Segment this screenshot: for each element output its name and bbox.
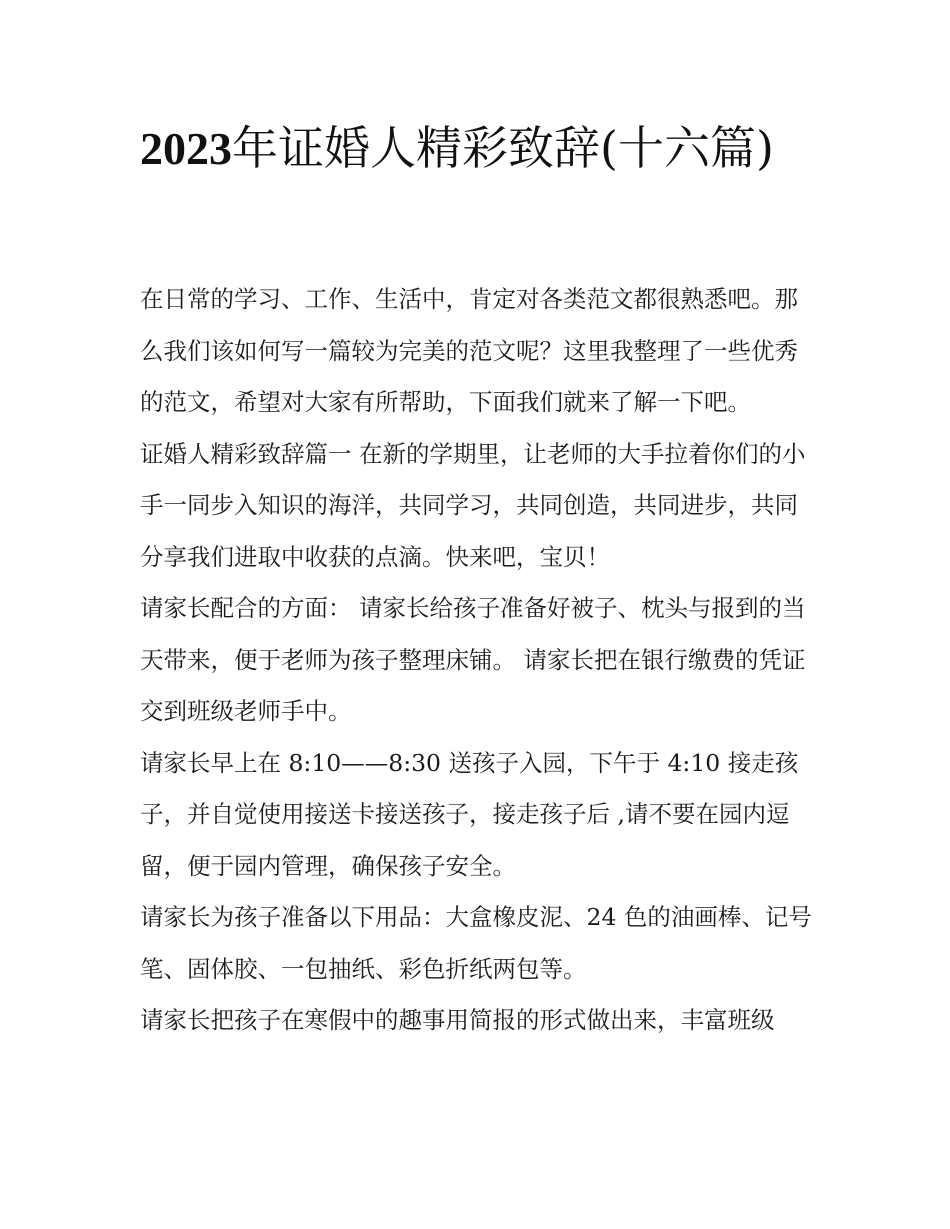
paragraph-holiday-report: 请家长把孩子在寒假中的趣事用简报的形式做出来，丰富班级 <box>140 1006 775 1034</box>
paragraph-supplies: 请家长为孩子准备以下用品：大盒橡皮泥、24 色的油画棒、记号笔、固体胶、一包抽纸、彩色折纸两包等。 <box>140 903 812 983</box>
document-body <box>140 274 812 1047</box>
intro-paragraph: 在日常的学习、工作、生活中，肯定对各类范文都很熟悉吧。那么我们该如何写一篇较为完美的范文呢？这里我整理了一些优秀的范文，希望对大家有所帮助，下面我们就来了解一下吧。 <box>140 285 798 416</box>
paragraph-parent-cooperation: 请家长配合的方面： 请家长给孩子准备好被子、枕头与报到的当天带来，便于老师为孩子整理床铺。 请家长把在银行缴费的凭证交到班级老师手中。 <box>140 594 806 725</box>
paragraph-drop-off-times: 请家长早上在 8:10——8:30 送孩子入园，下午于 4:10 接走孩子，并自觉使用接送卡接送孩子，接走孩子后 ,请不要在园内逗留，便于园内管理，确保孩子安全。 <box>140 748 799 880</box>
paragraph-section-one: 证婚人精彩致辞篇一 在新的学期里，让老师的大手拉着你们的小手一同步入知识的海洋，共同学习，共同创造，共同进步，共同分享我们进取中收获的点滴。快来吧，宝贝！ <box>140 439 806 571</box>
title-text: 年证婚人精彩致辞(十六篇) <box>232 121 774 175</box>
title-year: 2023 <box>140 123 232 174</box>
page-title <box>140 112 820 185</box>
